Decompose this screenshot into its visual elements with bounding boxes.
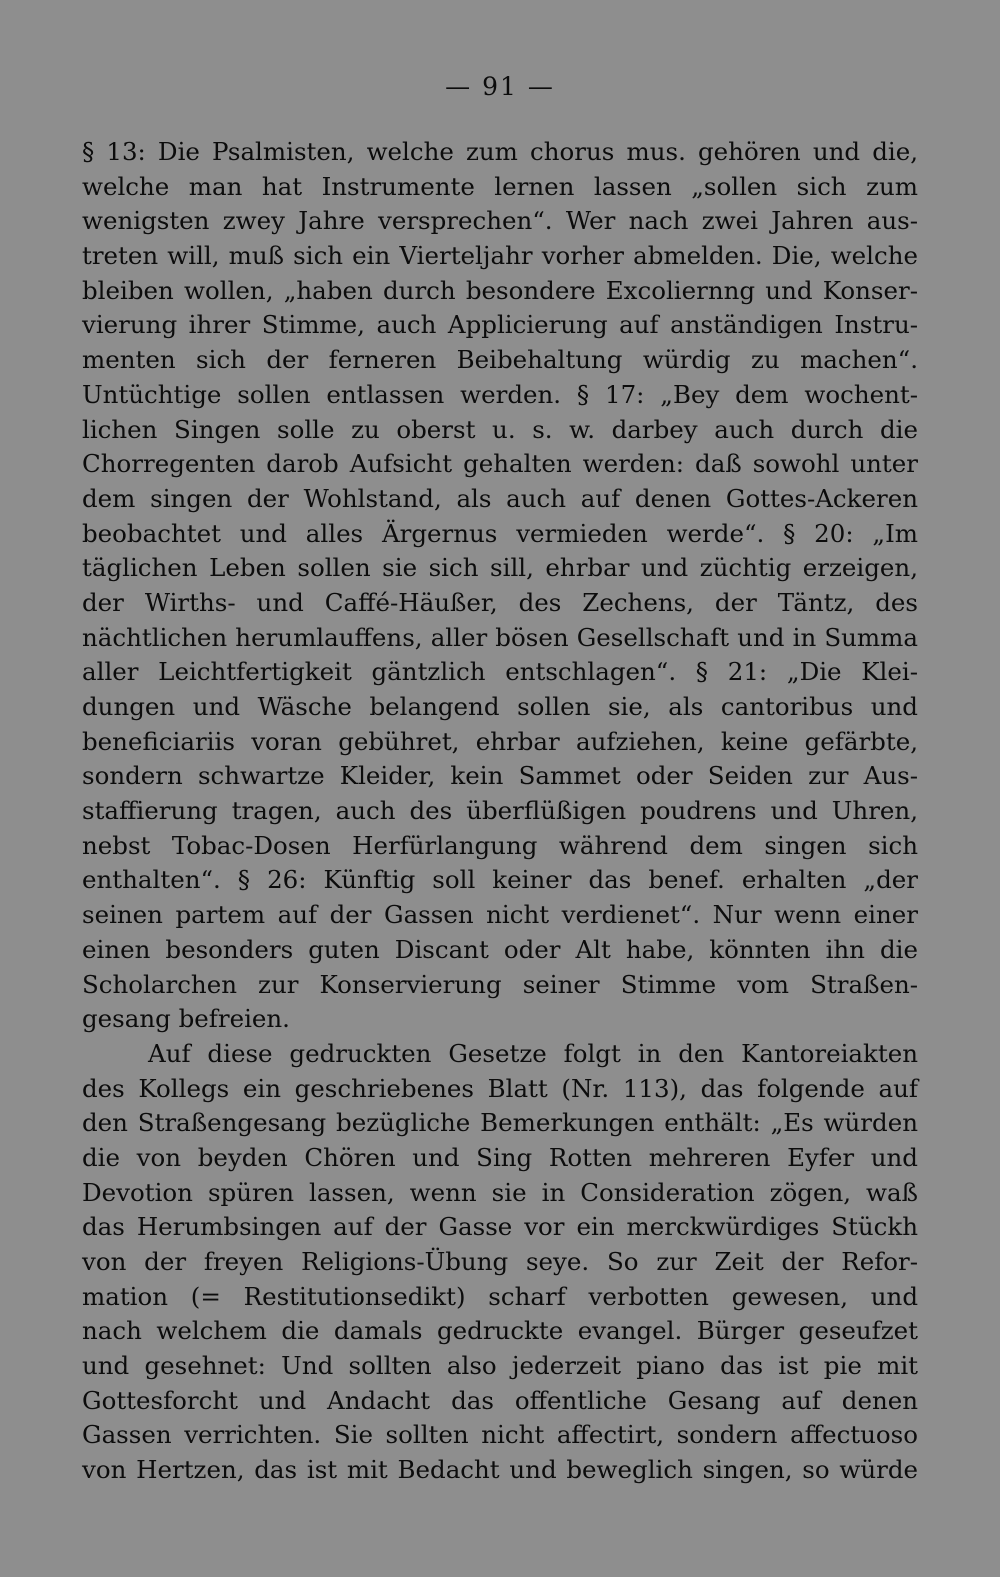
text-line: wenigsten zwey Jahre versprechen“. Wer nach zwei Jahren aus- [82,206,918,236]
text-line: der Wirths- und Caffé-Häußer, des Zechens, der Täntz, des [82,587,918,617]
text-line: einen besonders guten Discant oder Alt habe, könnten ihn die [82,934,918,964]
text-line: Scholarchen zur Konservierung seiner Stimme vom Straßen- [82,969,918,999]
text-line: enthalten“. § 26: Künftig soll keiner das benef. erhalten „der [82,865,918,895]
text-line: dungen und Wäsche belangend sollen sie, als cantoribus und [82,692,918,721]
text-line: Untüchtige sollen entlassen werden. § 17: „Bey dem wochent- [82,379,918,409]
text-line: beobachtet und alles Ärgernus vermieden werde“. § 20: „Im [82,518,918,548]
text-line: mation (= Restitutionsedikt) scharf verbotten gewesen, und [82,1281,918,1311]
text-line: staffierung tragen, auch des überflüßigen poudrens und Uhren, [82,796,918,826]
text-line: von der freyen Religions-Übung seye. So zur Zeit der Refor- [82,1247,918,1276]
text-line: vierung ihrer Stimme, auch Applicierung auf anständigen Instru- [82,310,918,340]
text-line: die von beyden Chören und Sing Rotten mehreren Eyfer und [82,1142,918,1172]
text-line: aller Leichtfertigkeit gäntzlich entschlagen“. § 21: „Die Klei- [82,657,918,687]
text-line: nebst Tobac-Dosen Herfürlangung während dem singen sich [82,830,918,860]
text-line: Auf diese gedruckten Gesetze folgt in den Kantoreiakten [148,1038,918,1068]
text-line: sondern schwartze Kleider, kein Sammet oder Seiden zur Aus- [82,761,918,791]
text-line: dem singen der Wohlstand, als auch auf denen Gottes-Ackeren [82,483,918,513]
text-line: und gesehnet: Und sollten also jederzeit piano das ist pie mit [82,1351,918,1381]
text-line: menten sich der ferneren Beibehaltung würdig zu machen“. [82,345,918,375]
text-line: Chorregenten darob Aufsicht gehalten werden: daß sowohl unter [82,449,918,479]
text-line: bleiben wollen, „haben durch besondere Excoliernng und Konser- [82,275,918,305]
text-line: des Kollegs ein geschriebenes Blatt (Nr. 113), das folgende auf [82,1073,918,1103]
page-number: — 91 — [445,72,555,101]
text-line: Gassen verrichten. Sie sollten nicht affectirt, sondern affectuoso [82,1420,918,1450]
text-line: nach welchem die damals gedruckte evangel. Bürger geseufzet [82,1316,918,1346]
body-text [82,135,918,1488]
text-line: welche man hat Instrumente lernen lassen „sollen sich zum [82,171,918,201]
text-line: den Straßengesang bezügliche Bemerkungen enthält: „Es würden [82,1108,918,1138]
text-line: lichen Singen solle zu oberst u. s. w. darbey auch durch die [82,414,918,444]
text-line: täglichen Leben sollen sie sich sill, ehrbar und züchtig erzeigen, [82,553,918,583]
text-line: § 13: Die Psalmisten, welche zum chorus mus. gehören und die, [82,137,918,166]
text-line: das Herumbsingen auf der Gasse vor ein merckwürdiges Stückh [82,1212,918,1242]
text-line: Devotion spüren lassen, wenn sie in Consideration zögen, waß [82,1177,918,1207]
text-line: seinen partem auf der Gassen nicht verdienet“. Nur wenn einer [82,900,918,930]
text-line: beneficiariis voran gebühret, ehrbar aufziehen, keine gefärbte, [82,726,918,756]
text-line: Gottesforcht und Andacht das offentliche Gesang auf denen [82,1385,918,1415]
text-line: treten will, muß sich ein Vierteljahr vorher abmelden. Die, welche [82,241,918,271]
text-line: gesang befreien. [82,1004,290,1034]
text-line: nächtlichen herumlauffens, aller bösen Gesellschaft und in Summa [82,622,918,652]
text-line: von Hertzen, das ist mit Bedacht und beweglich singen, so würde [82,1455,918,1485]
